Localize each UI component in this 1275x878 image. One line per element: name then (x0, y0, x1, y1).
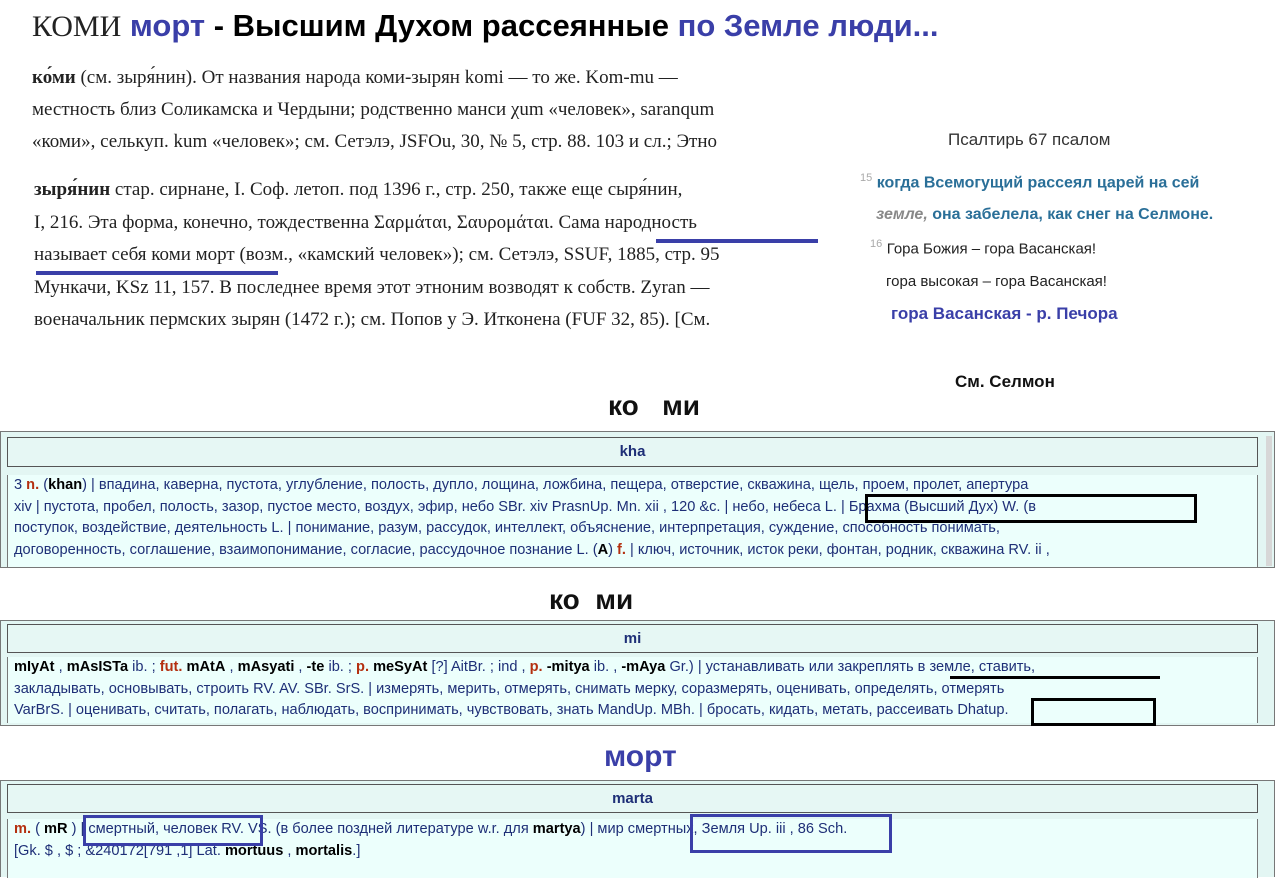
verse-number: 16 (870, 238, 883, 250)
psalm-line (870, 238, 1096, 258)
dict-head-kha: kha (7, 437, 1258, 467)
dict-text: Gr.) | устанавливать или закреплять в земле, ставить, (665, 659, 1036, 675)
title-dash: - (205, 8, 233, 43)
etym-text: «коми», селькуп. kum «человек»; см. Сетэлэ, JSFOu, 30, № 5, стр. 88. 103 и сл.; Этно (32, 131, 718, 152)
highlight-box-brahma (865, 494, 1197, 523)
dict-form: mortuus (224, 842, 284, 859)
psalm-line (860, 172, 1199, 192)
dict-text: , (294, 659, 307, 675)
dict-text: 3 (14, 477, 27, 493)
psalm-text: Гора Божия – гора Васанская! (886, 240, 1097, 258)
dict-text: .] (352, 842, 361, 859)
psalm-text-gray: земле, (876, 206, 928, 223)
psalm-title: Псалтирь 67 псалом (948, 130, 1111, 149)
etym-line (32, 94, 840, 126)
etym-text: местность близ Соликамска и Чердыни; родственно манси χum «человек», saranqum (32, 99, 715, 120)
psalm-line (876, 206, 1213, 224)
dict-form: mAsISTa (66, 659, 129, 675)
etym-text: Мункачи, KSz 11, 157. В последнее время этот этноним возводят к собств. Zyran — (34, 276, 710, 298)
dict-form: mR (44, 821, 68, 837)
dict-text: | ключ, источник, исток реки, фонтан, родник, скважина RV. ii , (625, 541, 1050, 558)
dict-text: ib. ; (324, 659, 357, 675)
dict-text: ) | впадина, каверна, пустота, углубление, полость, дупло, лощина, ложбина, пещера, отверстие, скважина, щель, проем, пролет, апертура (82, 477, 1029, 493)
see-also: См. Селмон (955, 372, 1055, 391)
etym-highlight: называет себя коми морт (34, 244, 235, 265)
dict-text: ) (608, 541, 618, 558)
section-title-mort: морт (604, 740, 677, 773)
dict-text: , (283, 842, 296, 859)
dict-form: khan (48, 477, 83, 493)
dict-head-mi: mi (7, 624, 1258, 653)
gram-mark: p. (356, 659, 370, 675)
highlight-underline (36, 271, 278, 275)
headword-komi: ко́ми (32, 67, 76, 88)
highlight-underline (656, 239, 818, 243)
psalm-text: она забелела, как снег на Селмоне. (927, 206, 1214, 223)
dict-form: mortalis (295, 842, 353, 859)
dict-text: ) | смертный, человек RV. VS. (в более поздней литературе w.r. для (67, 821, 533, 837)
dict-line: закладывать, основывать, строить RV. AV. SBr. SrS. | измерять, мерить, отмерять, снимать мерку, соразмерять, оценивать, определять, отмерять (14, 680, 1005, 697)
dict-line: поступок, воздействие, деятельность L. | понимание, разум, рассудок, интеллект, объяснение, интерпретация, суждение, способность понимать, (14, 520, 1000, 536)
dict-form: -mitya (546, 659, 590, 675)
etymology-zyryanin (34, 174, 840, 337)
etym-highlight: Сама народность (558, 211, 697, 233)
psalm-text: когда Всемогущий рассеял царей на сей (876, 174, 1200, 192)
headword-zyryanin: зыря́нин (34, 179, 111, 200)
dict-form: mIyAt (14, 659, 55, 675)
etym-line (34, 174, 840, 207)
dict-text: ) | мир смертных, Земля Up. iii , 86 Sch. (580, 821, 848, 837)
title-phrase: Высшим Духом рассеянные (232, 8, 669, 43)
gram-mark: n. (26, 477, 40, 493)
highlight-box-mortal (83, 815, 263, 846)
highlight-underline-black (950, 676, 1160, 679)
dict-text: ib. , (589, 659, 622, 675)
etym-text: (см. зыря́нин). От названия народа коми-зырян komi — то же. Kom-mu — (75, 67, 678, 88)
dict-text: ( (31, 821, 45, 837)
etym-line (34, 272, 840, 305)
dict-form: -mAya (621, 659, 666, 675)
highlight-box-scatter (1031, 698, 1156, 726)
dict-text: ib. ; (128, 659, 160, 675)
etym-text: (возм., «камский человек»); см. Сетэлэ, SSUF, 1885, стр. 95 (234, 244, 720, 265)
dict-form: A (597, 541, 609, 558)
title-komi: КОМИ (32, 10, 122, 43)
psalm-line-highlight: гора Васанская - р. Печора (891, 304, 1118, 323)
dict-text: [Gk. $ , $ ; &240172[791 ,1] Lat. (14, 842, 225, 859)
dict-form: -te (306, 659, 325, 675)
etym-line (34, 304, 840, 337)
psalm-line: гора высокая – гора Васанская! (886, 273, 1107, 290)
dict-text: договоренность, соглашение, взаимопонимание, согласие, рассудочное познание L. ( (14, 541, 598, 558)
etym-line (34, 207, 840, 240)
dict-head-marta: marta (7, 784, 1258, 813)
gram-mark: f. (617, 541, 626, 558)
etym-line (32, 126, 840, 158)
title-mort: морт (129, 8, 206, 43)
dict-form: martya (532, 821, 581, 837)
dict-text: ( (39, 477, 49, 493)
gram-mark: m. (14, 821, 32, 837)
highlight-box-earth (690, 814, 892, 853)
dict-text: [?] AitBr. ; ind , (427, 659, 530, 675)
dict-form: mAsyati (237, 659, 295, 675)
page-title (32, 6, 939, 46)
dict-text: , (225, 659, 238, 675)
dict-line: xiv | пустота, пробел, полость, зазор, пустое место, воздух, эфир, небо SBr. xiv PrasnUp. Mn. xii , 120 &c. | небо, небеса L. | Брахма (Высший Дух) W. (в (14, 498, 1036, 515)
title-tail: по Земле люди... (677, 8, 939, 43)
etym-line (34, 239, 840, 272)
etymology-komi (32, 62, 840, 158)
dict-form: meSyAt (373, 659, 428, 675)
dict-text: , (54, 659, 67, 675)
etym-text: военачальник пермских зырян (1472 г.); см. Попов у Э. Итконена (FUF 32, 85). [См. (34, 309, 711, 330)
etym-text: I, 216. Эта форма, конечно, тождественна Σαρμάται, Σαυρομάται. (34, 211, 559, 233)
section-title-komi-2: ко ми (549, 584, 634, 615)
dict-form: mAtA (186, 659, 226, 675)
gram-mark: fut. (159, 659, 183, 675)
etym-text: стар. сирнане, I. Соф. летоп. под 1396 г., стр. 250, также еще сыря́нин, (110, 179, 683, 200)
section-title-komi: ко ми (608, 390, 701, 421)
scrollbar[interactable] (1266, 436, 1272, 566)
verse-number: 15 (860, 172, 873, 184)
etym-line (32, 62, 840, 94)
gram-mark: p. (529, 659, 543, 675)
dict-line (14, 540, 1251, 562)
dict-line: VarBrS. | оценивать, считать, полагать, наблюдать, воспринимать, чувствовать, знать MandUp. MBh. | бросать, кидать, метать, рассеивать Dhatup. (14, 702, 1009, 718)
